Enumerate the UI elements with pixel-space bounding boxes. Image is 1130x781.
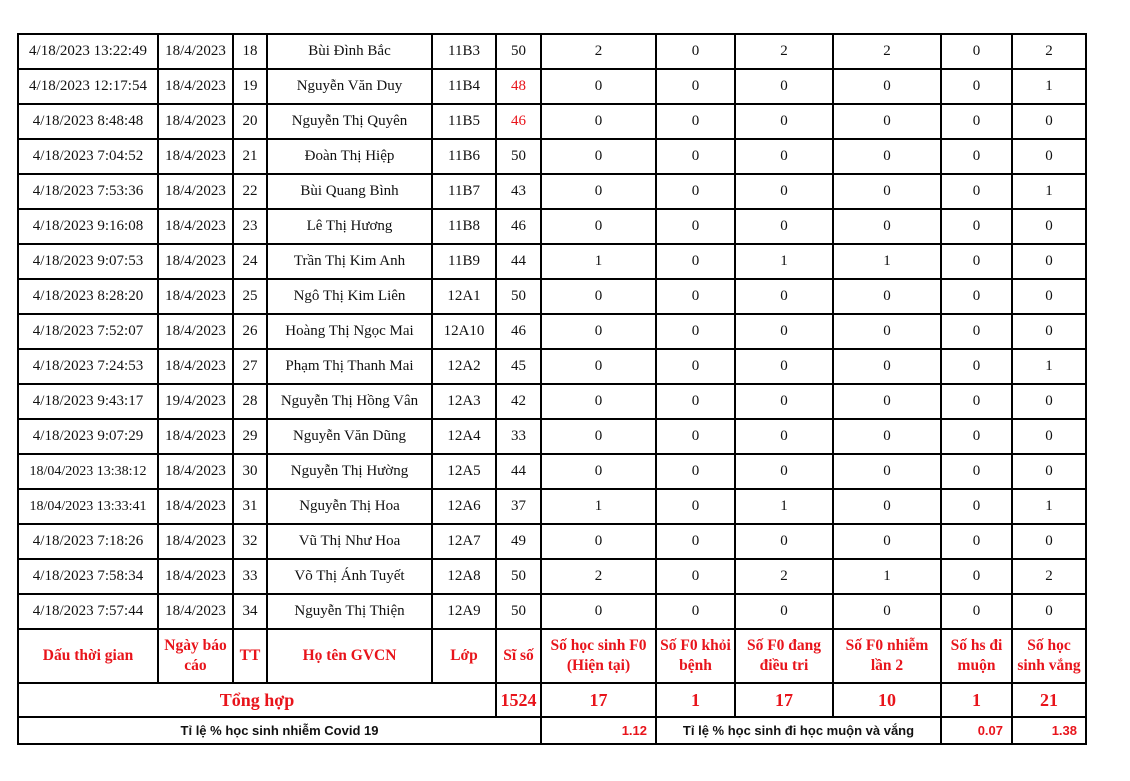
cell-name: Nguyễn Thị Hường: [267, 454, 432, 489]
cell-size: 49: [496, 524, 541, 559]
cell-treating: 0: [735, 104, 833, 139]
absent-rate-value: 1.38: [1012, 717, 1086, 744]
cell-time: 4/18/2023 7:18:26: [18, 524, 158, 559]
cell-class: 12A7: [432, 524, 496, 559]
table-row: [18, 34, 1086, 69]
total-reinfected: 10: [833, 683, 941, 717]
cell-tt: 23: [233, 209, 267, 244]
cell-f0: 0: [541, 174, 656, 209]
table-row: [18, 279, 1086, 314]
cell-treating: 0: [735, 139, 833, 174]
cell-late: 0: [941, 69, 1012, 104]
cell-tt: 29: [233, 419, 267, 454]
cell-tt: 31: [233, 489, 267, 524]
cell-date: 18/4/2023: [158, 104, 233, 139]
table-row: [18, 314, 1086, 349]
cell-tt: 20: [233, 104, 267, 139]
cell-recovered: 0: [656, 489, 735, 524]
cell-reinfected: 0: [833, 594, 941, 629]
cell-reinfected: 0: [833, 524, 941, 559]
table-row: [18, 489, 1086, 524]
cell-time: 4/18/2023 7:52:07: [18, 314, 158, 349]
cell-late: 0: [941, 279, 1012, 314]
total-recovered: 1: [656, 683, 735, 717]
cell-absent: 0: [1012, 594, 1086, 629]
late-absent-rate-label: Tỉ lệ % học sinh đi học muộn và vắng: [656, 717, 941, 744]
cell-date: 18/4/2023: [158, 349, 233, 384]
cell-f0: 2: [541, 559, 656, 594]
total-size: 1524: [496, 683, 541, 717]
cell-name: Bùi Quang Bình: [267, 174, 432, 209]
table-row: [18, 139, 1086, 174]
cell-f0: 1: [541, 244, 656, 279]
cell-absent: 0: [1012, 419, 1086, 454]
cell-date: 18/4/2023: [158, 34, 233, 69]
total-row: [18, 683, 1086, 717]
cell-treating: 0: [735, 174, 833, 209]
cell-class: 11B8: [432, 209, 496, 244]
cell-f0: 0: [541, 524, 656, 559]
cell-date: 18/4/2023: [158, 69, 233, 104]
cell-late: 0: [941, 559, 1012, 594]
cell-time: 4/18/2023 9:07:29: [18, 419, 158, 454]
rate-row: [18, 717, 1086, 744]
cell-time: 4/18/2023 13:22:49: [18, 34, 158, 69]
cell-class: 12A1: [432, 279, 496, 314]
cell-reinfected: 0: [833, 139, 941, 174]
header-recovered: Số F0 khỏi bệnh: [656, 629, 735, 683]
cell-absent: 1: [1012, 69, 1086, 104]
cell-class: 12A5: [432, 454, 496, 489]
cell-late: 0: [941, 349, 1012, 384]
cell-name: Trần Thị Kim Anh: [267, 244, 432, 279]
cell-tt: 19: [233, 69, 267, 104]
cell-name: Nguyễn Văn Dũng: [267, 419, 432, 454]
cell-time: 4/18/2023 7:24:53: [18, 349, 158, 384]
cell-absent: 0: [1012, 314, 1086, 349]
cell-late: 0: [941, 314, 1012, 349]
cell-time: 4/18/2023 9:16:08: [18, 209, 158, 244]
header-treating: Số F0 đang điều tri: [735, 629, 833, 683]
cell-late: 0: [941, 489, 1012, 524]
cell-f0: 0: [541, 69, 656, 104]
cell-late: 0: [941, 209, 1012, 244]
cell-date: 18/4/2023: [158, 524, 233, 559]
cell-reinfected: 0: [833, 104, 941, 139]
cell-treating: 2: [735, 34, 833, 69]
cell-tt: 34: [233, 594, 267, 629]
cell-reinfected: 0: [833, 69, 941, 104]
table-row: [18, 174, 1086, 209]
table-row: [18, 559, 1086, 594]
cell-recovered: 0: [656, 34, 735, 69]
header-f0: Số học sinh F0 (Hiện tại): [541, 629, 656, 683]
cell-name: Vũ Thị Như Hoa: [267, 524, 432, 559]
total-label: Tổng hợp: [18, 683, 496, 717]
cell-treating: 0: [735, 384, 833, 419]
cell-size: 46: [496, 209, 541, 244]
cell-absent: 1: [1012, 349, 1086, 384]
cell-size: 50: [496, 279, 541, 314]
cell-late: 0: [941, 524, 1012, 559]
cell-recovered: 0: [656, 594, 735, 629]
cell-class: 11B6: [432, 139, 496, 174]
cell-recovered: 0: [656, 69, 735, 104]
cell-absent: 0: [1012, 454, 1086, 489]
late-rate-value: 0.07: [941, 717, 1012, 744]
covid-rate-label: Tỉ lệ % học sinh nhiễm Covid 19: [18, 717, 541, 744]
cell-size: 48: [496, 69, 541, 104]
cell-date: 18/4/2023: [158, 174, 233, 209]
cell-tt: 24: [233, 244, 267, 279]
cell-treating: 2: [735, 559, 833, 594]
cell-name: Lê Thị Hương: [267, 209, 432, 244]
cell-reinfected: 0: [833, 279, 941, 314]
cell-class: 11B5: [432, 104, 496, 139]
cell-tt: 25: [233, 279, 267, 314]
cell-date: 18/4/2023: [158, 489, 233, 524]
total-late: 1: [941, 683, 1012, 717]
class-report-table: [17, 33, 1087, 745]
cell-f0: 0: [541, 594, 656, 629]
cell-recovered: 0: [656, 454, 735, 489]
cell-treating: 0: [735, 419, 833, 454]
cell-f0: 0: [541, 384, 656, 419]
cell-absent: 0: [1012, 139, 1086, 174]
cell-reinfected: 0: [833, 384, 941, 419]
cell-absent: 0: [1012, 384, 1086, 419]
cell-late: 0: [941, 419, 1012, 454]
cell-class: 11B7: [432, 174, 496, 209]
cell-reinfected: 0: [833, 314, 941, 349]
cell-recovered: 0: [656, 209, 735, 244]
cell-recovered: 0: [656, 139, 735, 174]
cell-absent: 0: [1012, 244, 1086, 279]
cell-absent: 0: [1012, 209, 1086, 244]
cell-size: 46: [496, 314, 541, 349]
cell-size: 42: [496, 384, 541, 419]
cell-size: 33: [496, 419, 541, 454]
cell-f0: 0: [541, 209, 656, 244]
cell-late: 0: [941, 34, 1012, 69]
cell-f0: 0: [541, 454, 656, 489]
cell-date: 18/4/2023: [158, 244, 233, 279]
header-time: Dấu thời gian: [18, 629, 158, 683]
cell-recovered: 0: [656, 174, 735, 209]
cell-class: 12A9: [432, 594, 496, 629]
cell-recovered: 0: [656, 559, 735, 594]
cell-late: 0: [941, 139, 1012, 174]
total-treating: 17: [735, 683, 833, 717]
cell-date: 19/4/2023: [158, 384, 233, 419]
cell-f0: 0: [541, 314, 656, 349]
cell-time: 4/18/2023 7:58:34: [18, 559, 158, 594]
cell-time: 4/18/2023 7:04:52: [18, 139, 158, 174]
cell-size: 50: [496, 559, 541, 594]
cell-tt: 21: [233, 139, 267, 174]
cell-reinfected: 0: [833, 454, 941, 489]
cell-treating: 0: [735, 454, 833, 489]
cell-name: Bùi Đình Bắc: [267, 34, 432, 69]
cell-class: 12A8: [432, 559, 496, 594]
cell-time: 4/18/2023 8:28:20: [18, 279, 158, 314]
cell-reinfected: 0: [833, 174, 941, 209]
cell-reinfected: 0: [833, 419, 941, 454]
cell-time: 4/18/2023 9:43:17: [18, 384, 158, 419]
cell-class: 12A2: [432, 349, 496, 384]
header-absent: Số học sinh vắng: [1012, 629, 1086, 683]
cell-tt: 30: [233, 454, 267, 489]
cell-date: 18/4/2023: [158, 279, 233, 314]
cell-size: 43: [496, 174, 541, 209]
cell-treating: 0: [735, 279, 833, 314]
cell-f0: 2: [541, 34, 656, 69]
cell-date: 18/4/2023: [158, 594, 233, 629]
cell-treating: 0: [735, 349, 833, 384]
cell-name: Nguyễn Văn Duy: [267, 69, 432, 104]
cell-treating: 1: [735, 244, 833, 279]
cell-size: 50: [496, 594, 541, 629]
cell-late: 0: [941, 104, 1012, 139]
table-row: [18, 104, 1086, 139]
cell-tt: 27: [233, 349, 267, 384]
cell-class: 12A10: [432, 314, 496, 349]
cell-size: 50: [496, 34, 541, 69]
header-late: Số hs đi muộn: [941, 629, 1012, 683]
table-row: [18, 524, 1086, 559]
cell-treating: 0: [735, 209, 833, 244]
cell-class: 12A3: [432, 384, 496, 419]
cell-time: 4/18/2023 12:17:54: [18, 69, 158, 104]
table-row: [18, 384, 1086, 419]
cell-late: 0: [941, 244, 1012, 279]
cell-recovered: 0: [656, 104, 735, 139]
cell-recovered: 0: [656, 384, 735, 419]
cell-f0: 0: [541, 279, 656, 314]
cell-size: 46: [496, 104, 541, 139]
cell-absent: 1: [1012, 489, 1086, 524]
cell-date: 18/4/2023: [158, 209, 233, 244]
cell-absent: 2: [1012, 559, 1086, 594]
cell-name: Nguyễn Thị Thiện: [267, 594, 432, 629]
cell-date: 18/4/2023: [158, 139, 233, 174]
cell-absent: 1: [1012, 174, 1086, 209]
cell-tt: 32: [233, 524, 267, 559]
header-name: Họ tên GVCN: [267, 629, 432, 683]
cell-f0: 0: [541, 349, 656, 384]
table-row: [18, 594, 1086, 629]
cell-name: Nguyễn Thị Hoa: [267, 489, 432, 524]
cell-size: 50: [496, 139, 541, 174]
cell-f0: 0: [541, 419, 656, 454]
table-row: [18, 69, 1086, 104]
cell-f0: 0: [541, 139, 656, 174]
table-row: [18, 349, 1086, 384]
cell-name: Hoàng Thị Ngọc Mai: [267, 314, 432, 349]
cell-class: 11B3: [432, 34, 496, 69]
cell-absent: 2: [1012, 34, 1086, 69]
covid-rate-value: 1.12: [541, 717, 656, 744]
cell-late: 0: [941, 174, 1012, 209]
cell-size: 45: [496, 349, 541, 384]
cell-absent: 0: [1012, 279, 1086, 314]
cell-date: 18/4/2023: [158, 454, 233, 489]
cell-late: 0: [941, 454, 1012, 489]
cell-name: Ngô Thị Kim Liên: [267, 279, 432, 314]
cell-reinfected: 0: [833, 349, 941, 384]
cell-recovered: 0: [656, 314, 735, 349]
cell-recovered: 0: [656, 419, 735, 454]
cell-f0: 0: [541, 104, 656, 139]
cell-size: 44: [496, 454, 541, 489]
cell-date: 18/4/2023: [158, 314, 233, 349]
cell-reinfected: 1: [833, 559, 941, 594]
cell-name: Nguyễn Thị Quyên: [267, 104, 432, 139]
cell-treating: 1: [735, 489, 833, 524]
cell-tt: 18: [233, 34, 267, 69]
cell-tt: 22: [233, 174, 267, 209]
header-date: Ngày báo cáo: [158, 629, 233, 683]
total-absent: 21: [1012, 683, 1086, 717]
cell-class: 11B9: [432, 244, 496, 279]
cell-reinfected: 1: [833, 244, 941, 279]
cell-time: 18/04/2023 13:38:12: [18, 454, 158, 489]
table-row: [18, 454, 1086, 489]
cell-recovered: 0: [656, 279, 735, 314]
cell-recovered: 0: [656, 244, 735, 279]
cell-name: Nguyễn Thị Hồng Vân: [267, 384, 432, 419]
table-row: [18, 209, 1086, 244]
cell-class: 12A4: [432, 419, 496, 454]
cell-treating: 0: [735, 594, 833, 629]
cell-late: 0: [941, 594, 1012, 629]
cell-reinfected: 0: [833, 209, 941, 244]
cell-class: 12A6: [432, 489, 496, 524]
cell-reinfected: 2: [833, 34, 941, 69]
cell-time: 4/18/2023 9:07:53: [18, 244, 158, 279]
cell-tt: 26: [233, 314, 267, 349]
cell-time: 18/04/2023 13:33:41: [18, 489, 158, 524]
cell-size: 44: [496, 244, 541, 279]
cell-f0: 1: [541, 489, 656, 524]
header-reinfected: Số F0 nhiễm lần 2: [833, 629, 941, 683]
cell-date: 18/4/2023: [158, 559, 233, 594]
cell-tt: 28: [233, 384, 267, 419]
header-class: Lớp: [432, 629, 496, 683]
header-size: Sĩ số: [496, 629, 541, 683]
cell-recovered: 0: [656, 524, 735, 559]
header-row: [18, 629, 1086, 683]
cell-late: 0: [941, 384, 1012, 419]
cell-treating: 0: [735, 69, 833, 104]
cell-name: Phạm Thị Thanh Mai: [267, 349, 432, 384]
table-row: [18, 244, 1086, 279]
total-f0: 17: [541, 683, 656, 717]
cell-absent: 0: [1012, 524, 1086, 559]
cell-name: Võ Thị Ánh Tuyết: [267, 559, 432, 594]
cell-absent: 0: [1012, 104, 1086, 139]
cell-time: 4/18/2023 7:53:36: [18, 174, 158, 209]
cell-class: 11B4: [432, 69, 496, 104]
cell-treating: 0: [735, 524, 833, 559]
table-row: [18, 419, 1086, 454]
header-tt: TT: [233, 629, 267, 683]
cell-size: 37: [496, 489, 541, 524]
cell-tt: 33: [233, 559, 267, 594]
cell-time: 4/18/2023 7:57:44: [18, 594, 158, 629]
cell-reinfected: 0: [833, 489, 941, 524]
cell-recovered: 0: [656, 349, 735, 384]
cell-treating: 0: [735, 314, 833, 349]
cell-name: Đoàn Thị Hiệp: [267, 139, 432, 174]
cell-time: 4/18/2023 8:48:48: [18, 104, 158, 139]
cell-date: 18/4/2023: [158, 419, 233, 454]
